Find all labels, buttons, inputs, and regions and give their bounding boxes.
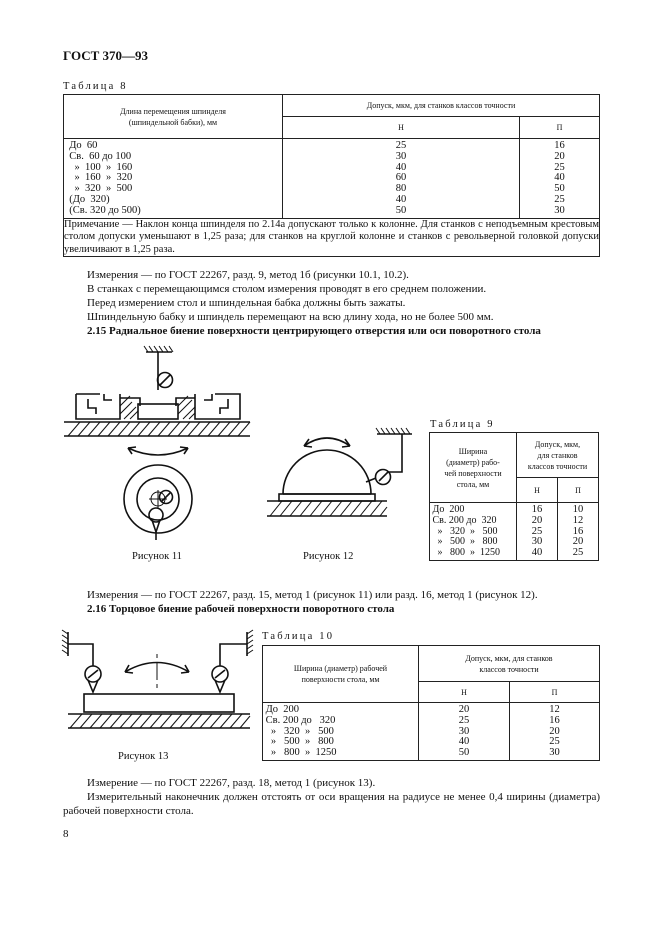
table10-head-left: Ширина (диаметр) рабочей поверхности стола, мм	[263, 646, 419, 703]
table9-cell: 16	[572, 525, 584, 537]
paragraph-block-3	[63, 776, 600, 818]
table10-cell: 30	[549, 747, 560, 759]
table8-cell: 50	[554, 183, 565, 195]
table9-cell: 12	[572, 514, 584, 526]
figure-12-caption: Рисунок 12	[303, 551, 354, 562]
table8-cell: 80	[395, 183, 407, 195]
table8-cell: 20	[554, 150, 565, 162]
table8-cell: 25	[395, 140, 407, 151]
table8-row-label: Св. 60 до 100	[64, 150, 132, 162]
table9-cell: 40	[531, 547, 543, 559]
table10-row-label: Св. 200 до 320	[263, 714, 336, 726]
table9-row-label: Св. 200 до 320	[430, 514, 497, 526]
paragraph: Шпиндельную бабку и шпиндель перемещают на всю длину хода, но не более 500 мм.	[87, 311, 494, 323]
table10-cell: 50	[458, 747, 470, 759]
table9-cell: 25	[572, 547, 584, 559]
table10-row-label: » 320 » 500	[263, 725, 334, 737]
table9	[429, 432, 599, 561]
table10-caption: Таблица 10	[262, 631, 335, 642]
figure-12	[262, 420, 412, 545]
paragraph: В станках с перемещающимся столом измерения проводят в его среднем положении.	[87, 283, 487, 295]
table8-cell: 40	[554, 172, 565, 184]
table8-row-label: » 320 » 500	[64, 183, 133, 195]
table8-h-values	[283, 139, 520, 219]
figure-11-caption: Рисунок 11	[132, 551, 182, 562]
table8-row-label: (До 320)	[64, 193, 110, 205]
table8-row-label: » 100 » 160	[64, 161, 133, 173]
table10-cell: 12	[549, 704, 560, 715]
table10-p-values	[510, 703, 600, 761]
table9-head-tolerance: Допуск, мкм, для станков классов точности	[517, 433, 599, 478]
paragraph: Перед измерением стол и шпиндельная бабка должны быть зажаты.	[87, 297, 406, 309]
table9-cell: 25	[531, 525, 543, 537]
table8-p-values	[520, 139, 600, 219]
table8-cell: 40	[395, 193, 407, 205]
table10-row-label: До 200	[263, 704, 300, 715]
table9-row-label: До 200	[430, 504, 465, 515]
table8-head-left: Длина перемещения шпинделя (шпиндельной бабки), мм	[64, 95, 283, 139]
table10-head-tolerance: Допуск, мкм, для станков классов точности	[419, 646, 600, 682]
table9-class-h: Н	[517, 478, 558, 503]
table8-cell: 25	[554, 193, 565, 205]
table9-labels	[430, 503, 517, 561]
table10-cell: 30	[458, 725, 470, 737]
table8-cell: 60	[395, 172, 407, 184]
table10-labels	[263, 703, 419, 761]
table9-cell: 20	[531, 514, 543, 526]
table10-cell: 20	[549, 725, 560, 737]
table10-row-label: » 800 » 1250	[263, 747, 337, 759]
table9-caption: Таблица 9	[430, 419, 495, 430]
table8-labels	[64, 139, 283, 219]
table8-caption: Таблица 8	[63, 81, 128, 92]
table8-cell: 16	[554, 140, 565, 151]
paragraph-block-2	[63, 588, 600, 616]
figure-13	[60, 628, 255, 746]
table10-class-p: П	[510, 682, 600, 703]
table9-row-label: » 800 » 1250	[430, 547, 500, 559]
table10	[262, 645, 600, 761]
table8	[63, 94, 600, 257]
table8-cell: 25	[554, 161, 565, 173]
table8-row-label: (Св. 320 до 500)	[64, 204, 141, 216]
table8-row-label: До 60	[64, 140, 98, 151]
paragraph: Измерения — по ГОСТ 22267, разд. 9, метод 1б (рисунки 10.1, 10.2).	[87, 269, 409, 281]
table8-cell: 40	[395, 161, 407, 173]
table9-head-left: Ширина (диаметр) рабо- чей поверхности стола, мм	[430, 433, 517, 503]
table10-cell: 40	[458, 736, 470, 748]
table9-cell: 16	[531, 504, 543, 515]
table10-row-label: » 500 » 800	[263, 736, 334, 748]
section-heading-2-15: 2.15 Радиальное биение поверхности центрирующего отверстия или оси поворотного стола	[87, 325, 541, 337]
table9-p-values	[558, 503, 599, 561]
paragraph-block-1	[63, 268, 600, 338]
table8-cell: 50	[395, 204, 407, 216]
table10-h-values	[419, 703, 510, 761]
table9-h-values	[517, 503, 558, 561]
figure-11	[60, 344, 255, 544]
table8-row-label: » 160 » 320	[64, 172, 133, 184]
figure-13-caption: Рисунок 13	[118, 751, 169, 762]
table8-class-h: Н	[283, 117, 520, 139]
table10-cell: 16	[549, 714, 560, 726]
table10-class-h: Н	[419, 682, 510, 703]
table9-class-p: П	[558, 478, 599, 503]
paragraph: Измерение — по ГОСТ 22267, разд. 18, метод 1 (рисунок 13).	[87, 777, 376, 789]
table10-cell: 25	[549, 736, 560, 748]
table10-cell: 25	[458, 714, 470, 726]
table9-cell: 20	[572, 536, 584, 548]
table9-row-label: » 500 » 800	[430, 536, 498, 548]
paragraph: Измерительный наконечник должен отстоять от оси вращения на радиусе не менее 0,4 ширины (диаметра) рабочей поверхности стола.	[63, 791, 600, 817]
table8-note: Примечание — Наклон конца шпинделя по 2.14а допускают только к колонне. Для станков с неподъемным крестовым столом допуски уменьшают в 1,25 раза; для станков на круглой колонне и станков с револьверной головкой допуски увеличивают в 1,25 раза.	[64, 218, 599, 255]
section-heading-2-16: 2.16 Торцовое биение рабочей поверхности поворотного стола	[87, 603, 395, 615]
table8-class-p: П	[520, 117, 600, 139]
table9-row-label: » 320 » 500	[430, 525, 498, 537]
table9-cell: 10	[572, 504, 584, 515]
table8-cell: 30	[554, 204, 565, 216]
table8-cell: 30	[395, 150, 407, 162]
table8-head-tolerance: Допуск, мкм, для станков классов точности	[283, 95, 600, 117]
page-number: 8	[63, 828, 69, 840]
paragraph: Измерения — по ГОСТ 22267, разд. 15, метод 1 (рисунок 11) или разд. 16, метод 1 (рисунок 12).	[87, 589, 538, 601]
document-header: ГОСТ 370—93	[63, 48, 149, 63]
table9-cell: 30	[531, 536, 543, 548]
table10-cell: 20	[458, 704, 470, 715]
